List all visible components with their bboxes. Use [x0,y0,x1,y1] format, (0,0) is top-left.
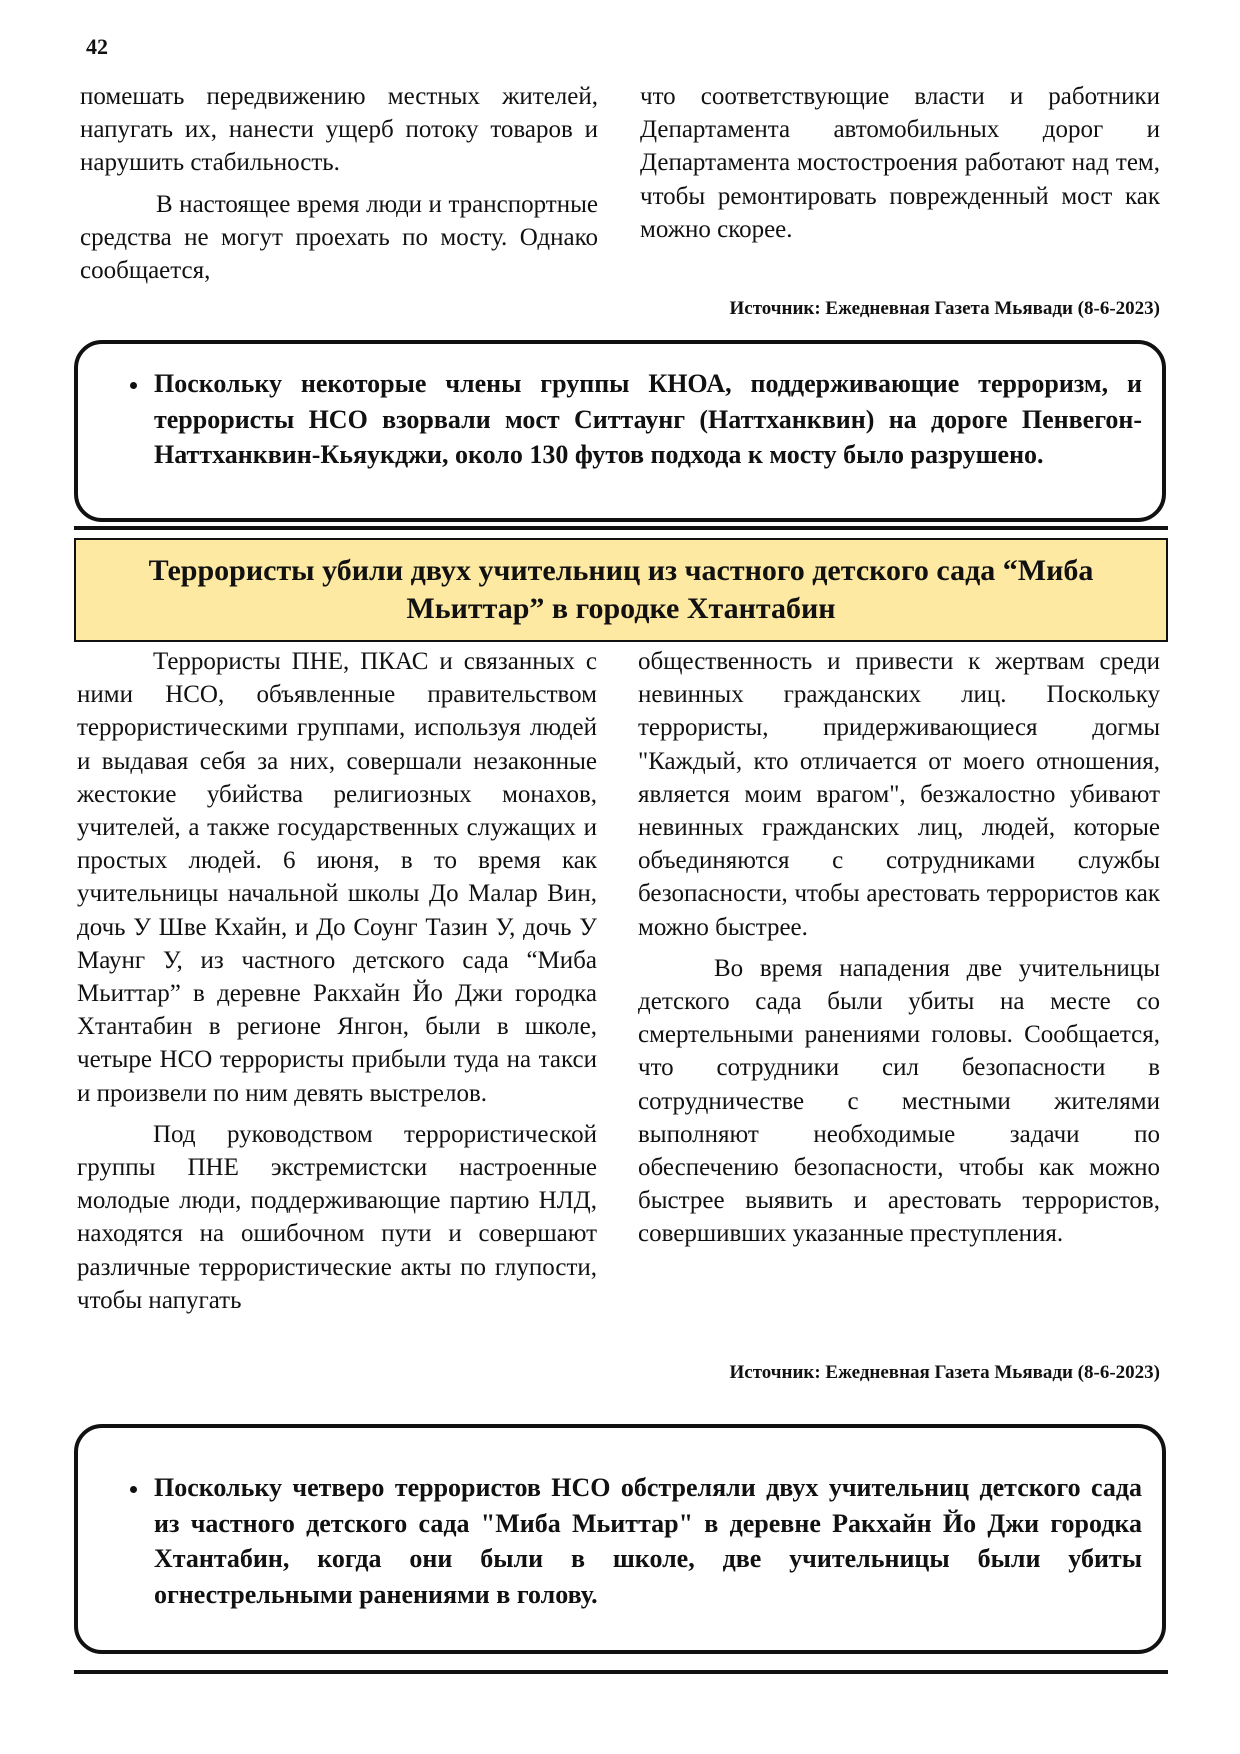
article-headline: Террористы убили двух учительниц из частного детского сада “Миба Мьиттар” в городке Хтантабин [148,554,1094,625]
headline-box [74,538,1168,642]
callout-box-2 [74,1424,1166,1654]
article-right-column [638,645,1160,1251]
article-left-paragraph-1: Террористы ПНЕ, ПКАС и связанных с ними НСО, объявленные правительством террористическими группами, используя людей и выдавая себя за них, совершали незаконные жестокие убийства религиозных монахов, учителей, а также государственных служащих и простых людей. 6 июня, в то время как учительницы начальной школы До Малар Вин, дочь У Шве Кхайн, и До Соунг Тазин У, дочь У Маунг У, из частного детского сада “Миба Мьиттар” в деревне Ракхайн Йо Джи городка Хтантабин в регионе Янгон, были в школе, четыре НСО террористы прибыли туда на такси и произвели по ним девять выстрелов. [77,648,597,1107]
divider-rule-top [74,526,1168,530]
top-left-paragraph-2: В настоящее время люди и транспортные средства не могут проехать по мосту. Однако сообщается, [80,190,598,285]
top-left-paragraph-1: помешать передвижению местных жителей, напугать их, нанести ущерб потоку товаров и нарушить стабильность. [80,83,598,177]
article-right-paragraph-2: Во время нападения две учительницы детского сада были убиты на месте со смертельными ранениями головы. Сообщается, что сотрудники сил безопасности в сотрудничестве с местными жителями выполняют необходимые задачи по обеспечению безопасности, чтобы как можно быстрее выявить и арестовать террористов, совершивших указанные преступления. [638,954,1160,1248]
page-number: 42 [86,34,108,59]
divider-rule-bottom [74,1670,1168,1674]
callout-2-bullet: • Поскольку четверо террористов НСО обстреляли двух учительниц детского сада из частного детского сада "Миба Мьиттар" в деревне Ракхайн Йо Джи городка Хтантабин, когда они были в школе, две учительницы были убиты огнестрельными ранениями в голову. [150,1470,1142,1612]
article-source-line: Источник: Ежедневная Газета Мьявади (8-6-2023) [729,1362,1160,1383]
callout-box-1 [74,340,1166,522]
article-right-paragraph-1: общественность и привести к жертвам среди невинных гражданских лиц. Поскольку террористы, придерживающиеся догмы "Каждый, кто отличается от моего отношения, является моим врагом", безжалостно убивают невинных гражданских лиц, людей, которые объединяются с сотрудниками службы безопасности, чтобы арестовать террористов как можно быстрее. [638,648,1160,941]
top-right-column [640,80,1160,246]
top-right-paragraph-1: что соответствующие власти и работники Департамента автомобильных дорог и Департамента мостостроения работают над тем, чтобы ремонтировать поврежденный мост как можно скорее. [640,83,1160,243]
top-source-line: Источник: Ежедневная Газета Мьявади (8-6-2023) [729,298,1160,319]
article-left-paragraph-2: Под руководством террористической группы ПНЕ экстремистски настроенные молодые люди, поддерживающие партию НЛД, находятся на ошибочном пути и совершают различные террористические акты по глупости, чтобы напугать [77,1120,597,1314]
top-left-column [80,80,598,287]
callout-2-list [98,1470,1142,1612]
callout-1-list [98,366,1142,473]
article-left-column [77,645,597,1317]
callout-1-bullet: • Поскольку некоторые члены группы КНОА, поддерживающие терроризм, и террористы НСО взорвали мост Ситтаунг (Наттханквин) на дороге Пенвегон-Наттханквин-Кьяукджи, около 130 футов подхода к мосту было разрушено. [150,366,1142,473]
